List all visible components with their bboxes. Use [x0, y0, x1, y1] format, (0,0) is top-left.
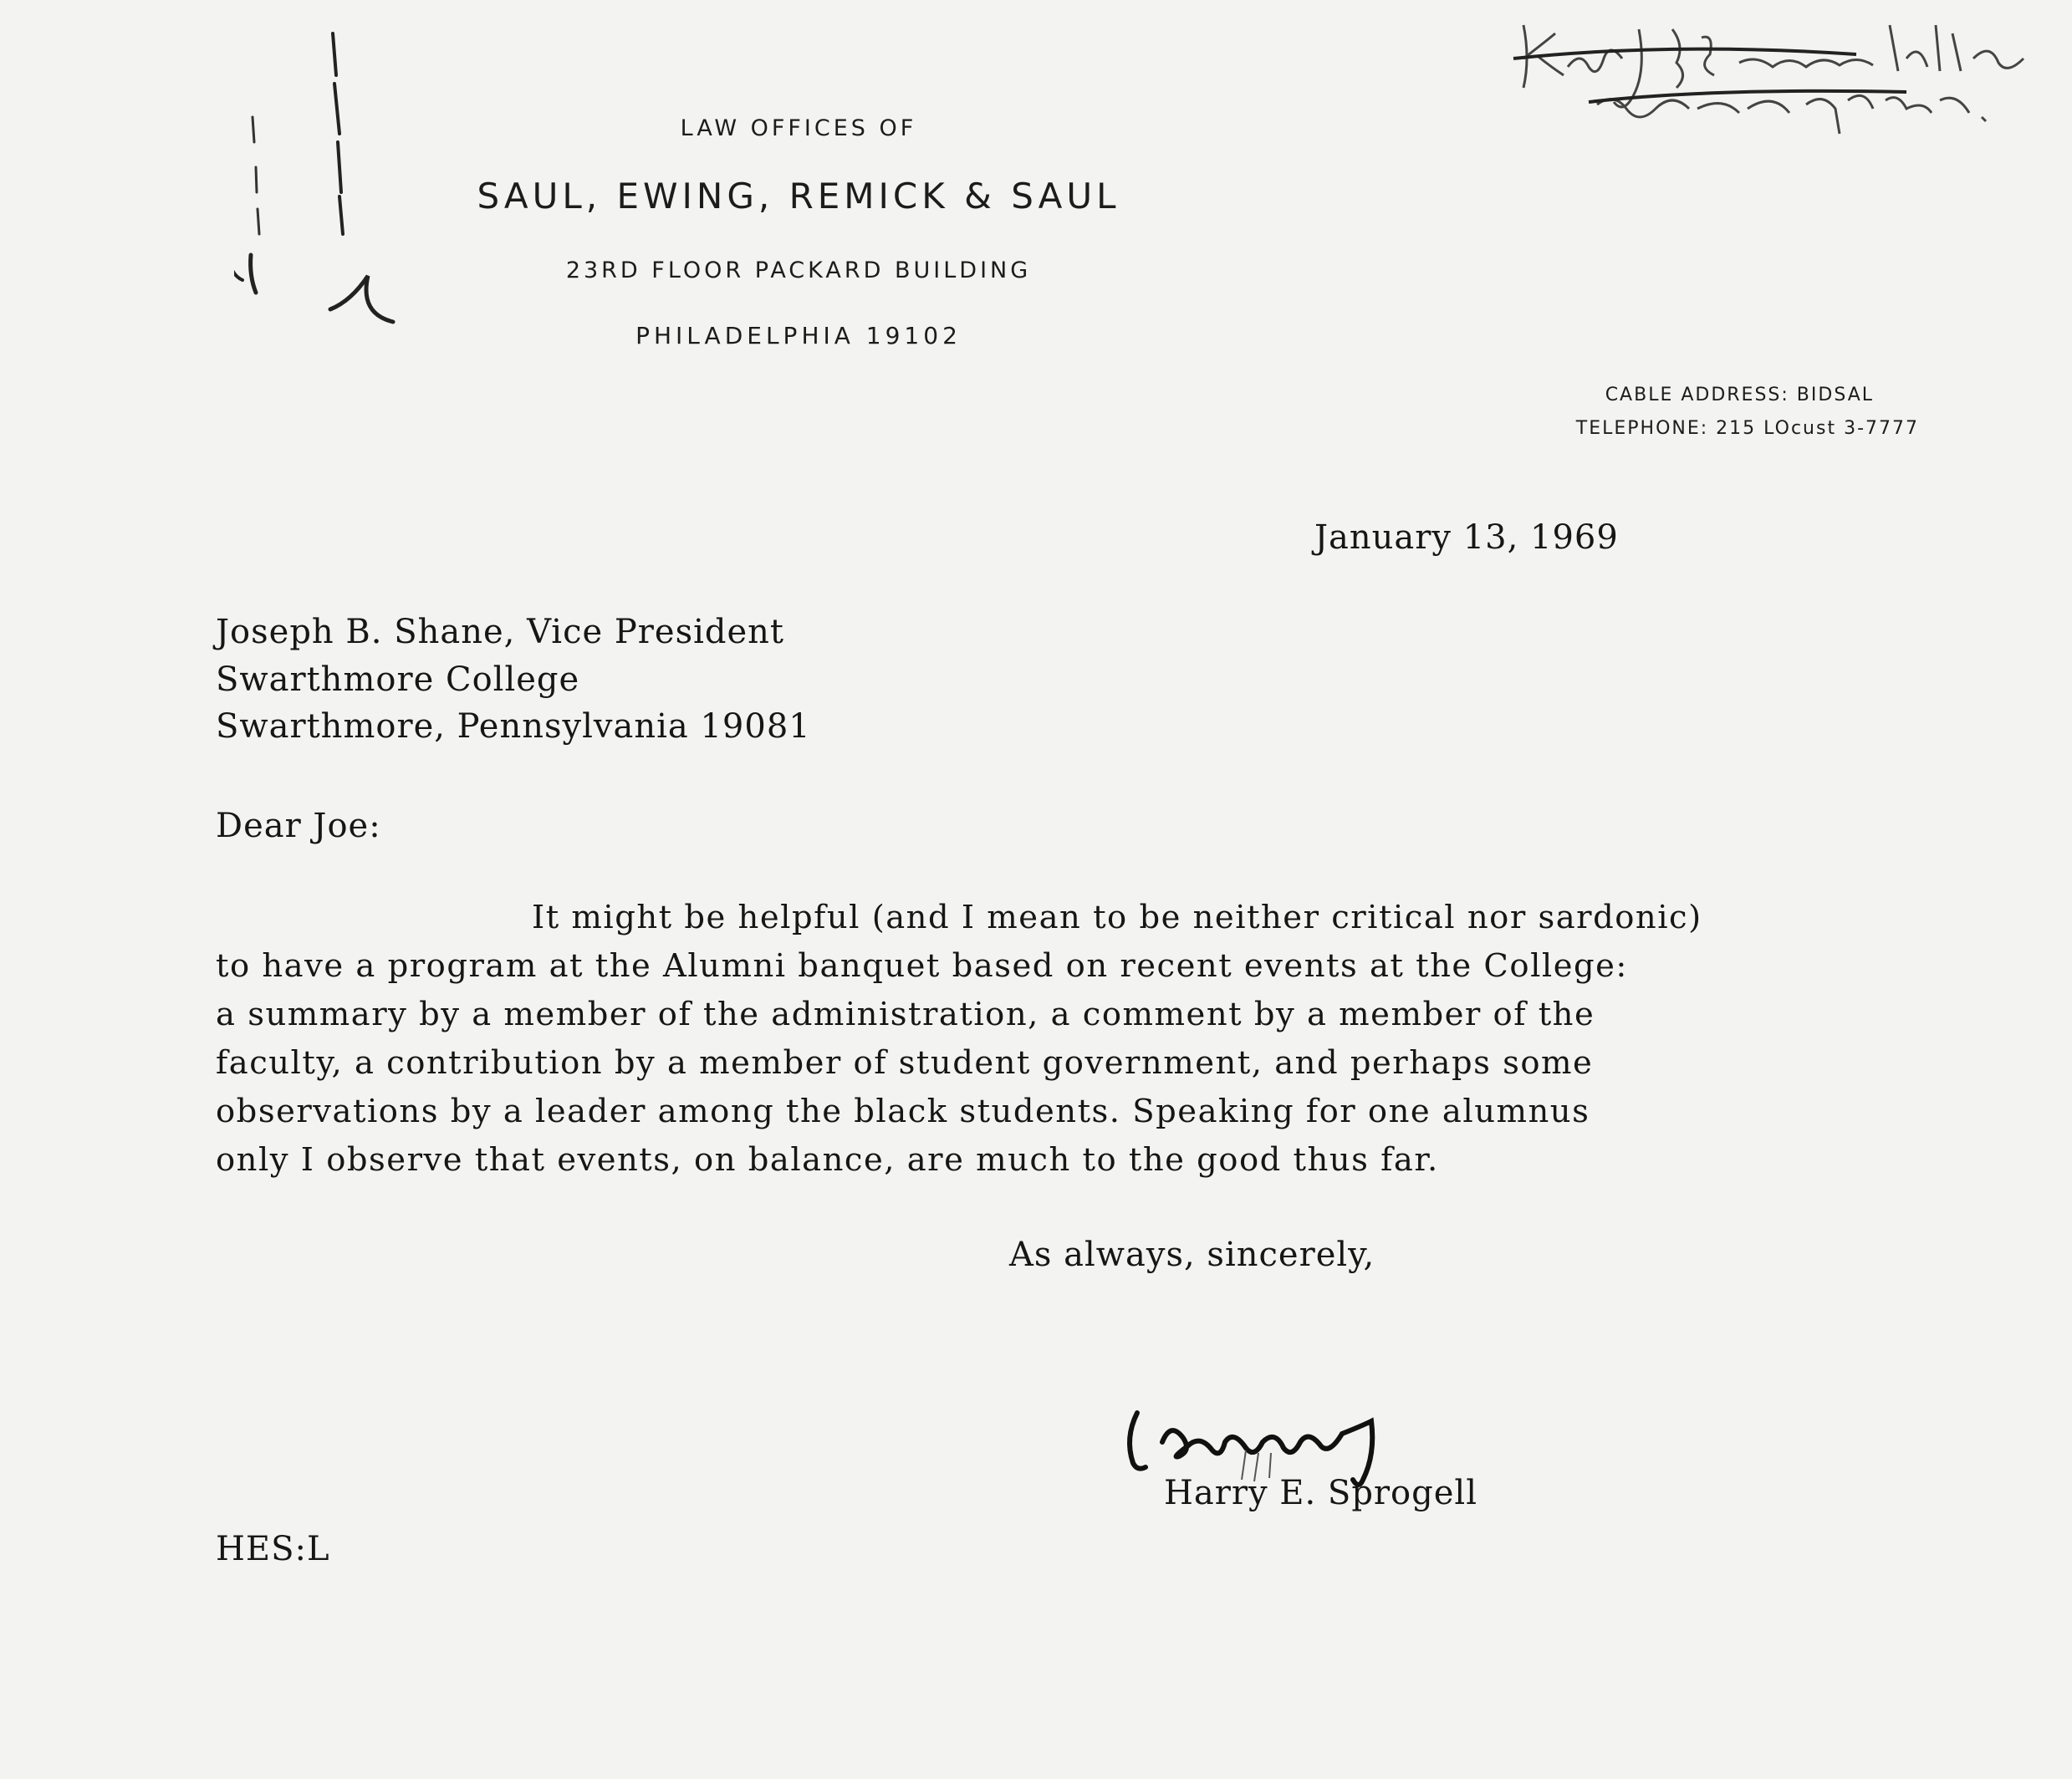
salutation: Dear Joe:	[216, 807, 381, 845]
letterhead-offices: LAW OFFICES OF	[680, 115, 917, 141]
body-line: a summary by a member of the administration, a comment by a member of the	[216, 996, 1595, 1033]
letter-date: January 13, 1969	[1314, 518, 1619, 557]
body-line: only I observe that events, on balance, are much to the good thus far.	[216, 1141, 1439, 1179]
typist-initials: HES:L	[216, 1530, 330, 1568]
body-line: observations by a leader among the black students. Speaking for one alumnus	[216, 1093, 1590, 1130]
body-line: faculty, a contribution by a member of student government, and perhaps some	[216, 1044, 1594, 1082]
recipient-city: Swarthmore, Pennsylvania 19081	[216, 707, 811, 746]
body-line: to have a program at the Alumni banquet based on recent events at the College:	[216, 947, 1628, 985]
recipient-name: Joseph B. Shane, Vice President	[216, 613, 785, 651]
letterhead-firm-name: SAUL, EWING, REMICK & SAUL	[477, 176, 1120, 217]
signer-name: Harry E. Sprogell	[1164, 1474, 1477, 1512]
cable-address: CABLE ADDRESS: BIDSAL	[1605, 385, 1874, 405]
handwritten-note	[1505, 8, 2057, 176]
letterhead-address: 23RD FLOOR PACKARD BUILDING	[565, 257, 1032, 283]
letterhead-city: PHILADELPHIA 19102	[635, 322, 962, 349]
recipient-college: Swarthmore College	[216, 660, 580, 699]
closing: As always, sincerely,	[1009, 1236, 1375, 1274]
body-line: It might be helpful (and I mean to be neither critical nor sardonic)	[532, 899, 1702, 936]
telephone: TELEPHONE: 215 LOcust 3-7777	[1575, 418, 1919, 439]
